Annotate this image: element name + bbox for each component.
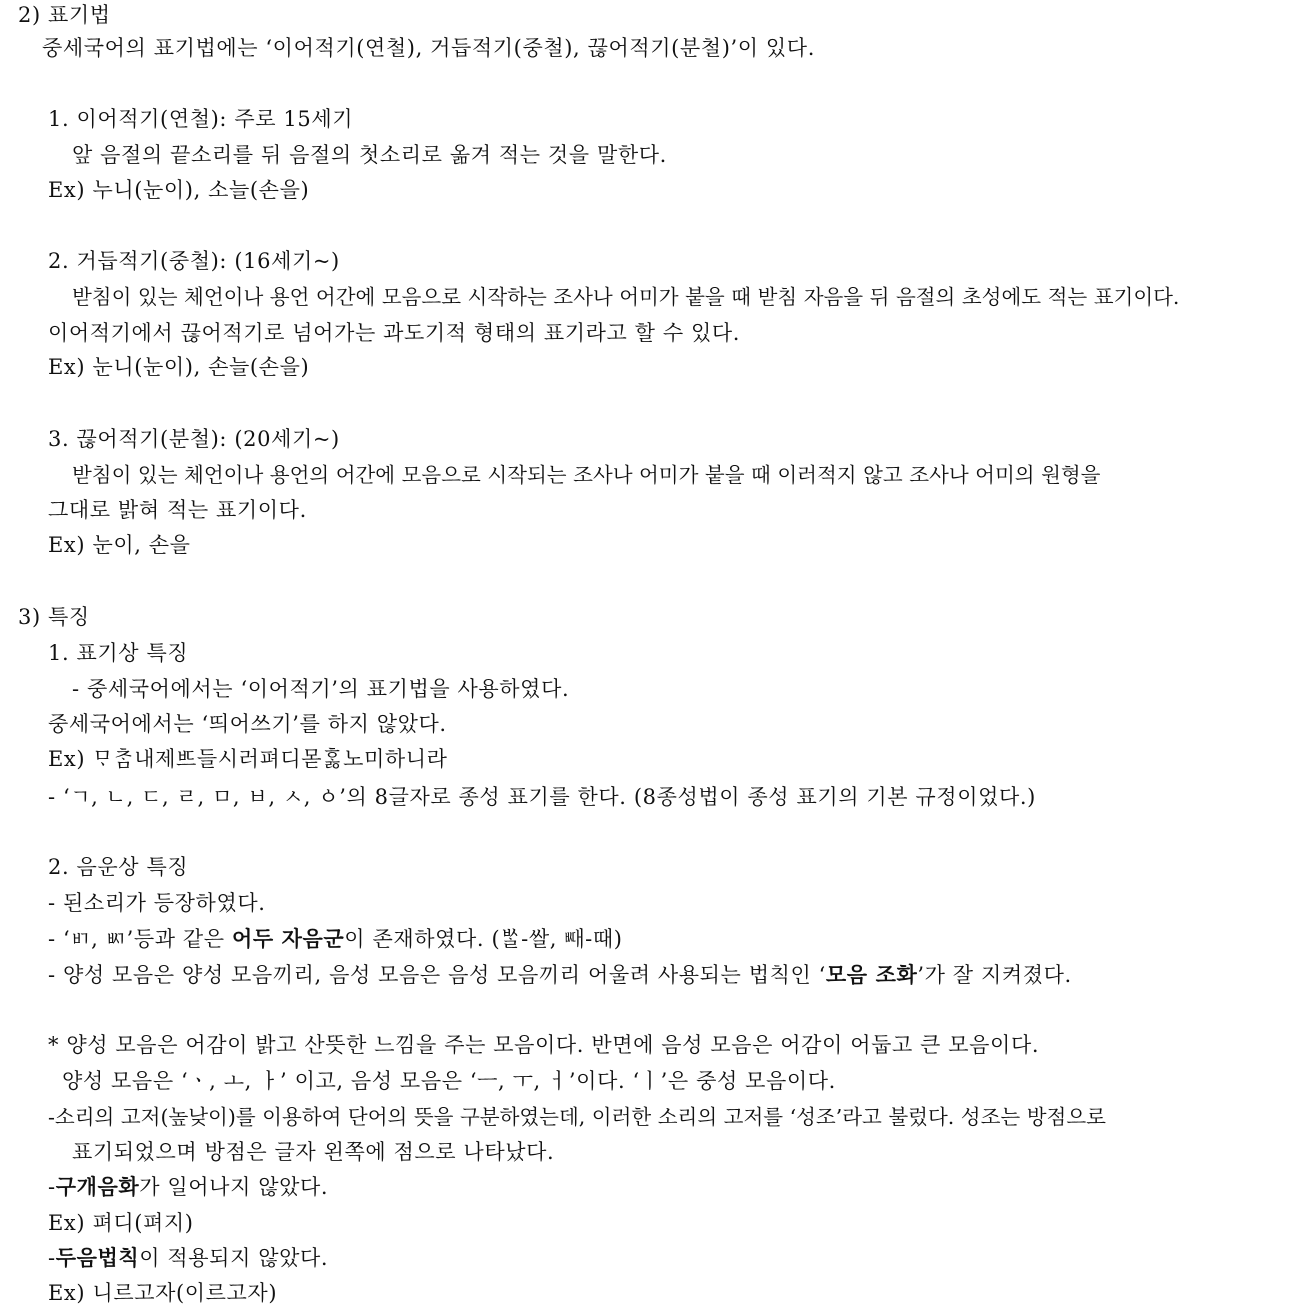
- orthography-intro: 중세국어의 표기법에는 ‘이어적기(연철), 거듭적기(중철), 끊어적기(분철)’이 있다.: [42, 36, 815, 60]
- initial-law-pre: -: [48, 1246, 56, 1270]
- initial-law-example: Ex) 니르고자(이르고자): [48, 1281, 278, 1305]
- item3-example: Ex) 눈이, 손을: [48, 533, 191, 557]
- section-heading-orthography: 2) 표기법: [18, 3, 111, 27]
- part2-line3-post: ’가 잘 지켜졌다.: [917, 963, 1072, 987]
- vowel-note-line2: 양성 모음은 ‘ㆍ, ㅗ, ㅏ’ 이고, 음성 모음은 ‘ㅡ, ㅜ, ㅓ’이다. ‘ㅣ’은 중성 모음이다.: [62, 1069, 836, 1093]
- item2-example: Ex) 눈니(눈이), 손늘(손을): [48, 355, 310, 379]
- part2-line1: - 된소리가 등장하였다.: [48, 891, 266, 915]
- item2-description-line1: 받침이 있는 체언이나 용언 어간에 모음으로 시작하는 조사나 어미가 붙을 때 받침 자음을 뒤 음절의 초성에도 적는 표기이다.: [72, 285, 1180, 309]
- item1-title: 1. 이어적기(연철): 주로 15세기: [48, 107, 354, 131]
- palatalization-example: Ex) 펴디(펴지): [48, 1211, 194, 1235]
- part1-line1: - 중세국어에서는 ‘이어적기’의 표기법을 사용하였다.: [72, 677, 570, 701]
- initial-law-line: [48, 1243, 328, 1273]
- tone-line1: -소리의 고저(높낮이)를 이용하여 단어의 뜻을 구분하였는데, 이러한 소리의 고저를 ‘성조’라고 불렀다. 성조는 방점으로: [48, 1105, 1106, 1129]
- item1-example: Ex) 누니(눈이), 소늘(손을): [48, 178, 310, 202]
- part2-line2-pre: - ‘ㅲ, ㅴ’등과 같은: [48, 927, 232, 951]
- part2-line2-post: 이 존재하였다. (ᄡᆞᆯ-쌀, ᄣᅢ-때): [344, 927, 623, 951]
- item1-description: 앞 음절의 끝소리를 뒤 음절의 첫소리로 옮겨 적는 것을 말한다.: [72, 143, 667, 167]
- part2-line2: [48, 924, 623, 954]
- part2-line2-bold: 어두 자음군: [231, 926, 345, 951]
- palatalization-post: 가 일어나지 않았다.: [139, 1175, 329, 1199]
- tone-line2: 표기되었으며 방점은 글자 왼쪽에 점으로 나타났다.: [72, 1140, 555, 1164]
- part2-title: 2. 음운상 특징: [48, 855, 189, 879]
- item2-description-line2: 이어적기에서 끊어적기로 넘어가는 과도기적 형태의 표기라고 할 수 있다.: [48, 321, 741, 345]
- part2-line3: [48, 960, 1072, 990]
- part1-example: Ex) ᄆᆞᄎᆞᆷ내제ᄠᅳ들시러펴디몯ᄒᆞᇙ노미하니라: [48, 747, 448, 771]
- part1-title: 1. 표기상 특징: [48, 641, 189, 665]
- item2-title: 2. 거듭적기(중철): (16세기~): [48, 249, 340, 273]
- section-heading-features: 3) 특징: [18, 605, 90, 629]
- part2-line3-pre: - 양성 모음은 양성 모음끼리, 음성 모음은 음성 모음끼리 어울려 사용되는 법칙인 ‘: [48, 963, 826, 987]
- palatalization-line: [48, 1172, 328, 1202]
- item3-description-line2: 그대로 밝혀 적는 표기이다.: [48, 498, 307, 522]
- item3-description-line1: 받침이 있는 체언이나 용언의 어간에 모음으로 시작되는 조사나 어미가 붙을 때 이러적지 않고 조사나 어미의 원형을: [72, 463, 1101, 487]
- item3-title: 3. 끊어적기(분철): (20세기~): [48, 427, 340, 451]
- part1-line4: - ‘ㄱ, ㄴ, ㄷ, ㄹ, ㅁ, ㅂ, ㅅ, ㆁ’의 8글자로 종성 표기를 한다. (8종성법이 종성 표기의 기본 규정이었다.): [48, 785, 1036, 809]
- initial-law-bold: 두음법칙: [55, 1245, 140, 1270]
- vowel-note-line1: * 양성 모음은 어감이 밝고 산뜻한 느낌을 주는 모음이다. 반면에 음성 모음은 어감이 어둡고 큰 모음이다.: [48, 1033, 1040, 1057]
- part2-line3-bold: 모음 조화: [825, 962, 918, 987]
- palatalization-bold: 구개음화: [55, 1174, 140, 1199]
- palatalization-pre: -: [48, 1175, 56, 1199]
- initial-law-post: 이 적용되지 않았다.: [139, 1246, 329, 1270]
- part1-line2: 중세국어에서는 ‘띄어쓰기’를 하지 않았다.: [48, 712, 447, 736]
